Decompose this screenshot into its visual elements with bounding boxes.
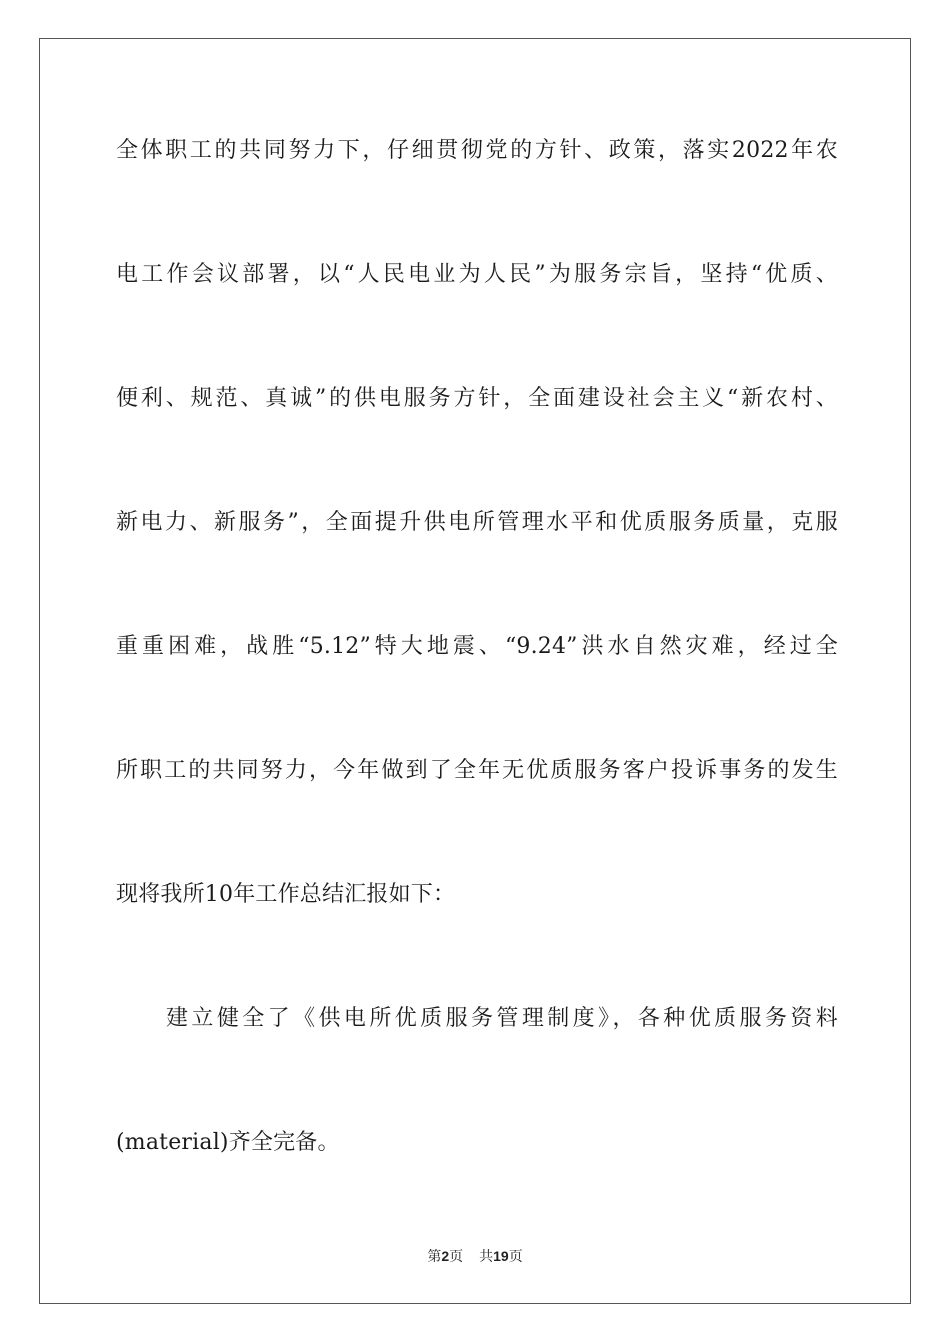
text-line-5: 重重困难，战胜“5.12”特大地震、“9.24”洪水自然灾难，经过全 bbox=[116, 634, 838, 659]
footer-total-suffix: 页 bbox=[508, 1249, 523, 1265]
text-line-4: 新电力、新服务”，全面提升供电所管理水平和优质服务质量，克服 bbox=[116, 510, 838, 535]
text-line-2: 电工作会议部署，以“人民电业为人民”为服务宗旨，坚持“优质、 bbox=[116, 262, 838, 287]
text-line-7: 现将我所10年工作总结汇报如下： bbox=[116, 882, 456, 907]
footer-total-pages: 19 bbox=[493, 1248, 509, 1264]
page-footer bbox=[0, 1246, 950, 1267]
text-line-8: 建立健全了《供电所优质服务管理制度》，各种优质服务资料 bbox=[166, 1006, 838, 1031]
footer-page-number: 2 bbox=[441, 1248, 450, 1264]
text-line-6: 所职工的共同努力，今年做到了全年无优质服务客户投诉事务的发生 bbox=[116, 758, 838, 783]
text-line-3: 便利、规范、真诚”的供电服务方针，全面建设社会主义“新农村、 bbox=[116, 386, 838, 411]
footer-page-suffix: 页 bbox=[449, 1249, 464, 1265]
text-line-9: (material)齐全完备。 bbox=[116, 1130, 340, 1155]
footer-page-prefix: 第 bbox=[427, 1249, 442, 1265]
text-line-1: 全体职工的共同努力下，仔细贯彻党的方针、政策，落实2022年农 bbox=[116, 138, 838, 163]
footer-total-prefix: 共 bbox=[479, 1249, 494, 1265]
page-border bbox=[39, 38, 911, 1304]
